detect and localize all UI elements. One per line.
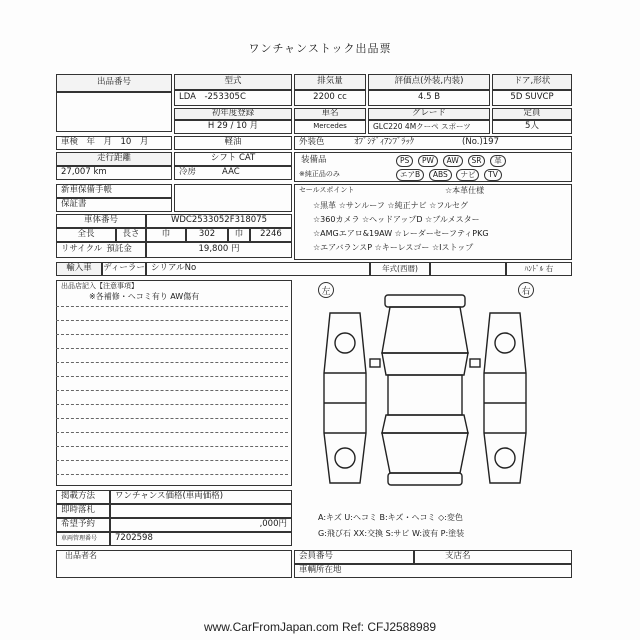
cc-label: 排気量 (294, 74, 366, 90)
right-rear-wheel (495, 448, 515, 468)
door-value: 5D SUVCP (492, 90, 572, 106)
legend-line-2: G:飛び石 XX:交換 S:サビ W:波有 P:塗装 (318, 529, 465, 538)
mileage-value: 27,007 km (56, 166, 172, 180)
feature-line-2: ☆360カメラ ☆ヘッドアップD ☆ブルメスター (313, 215, 480, 224)
color-row (294, 136, 572, 150)
model-value: LDA -253305C (174, 90, 292, 106)
warranty-label: 保証書 (56, 198, 172, 212)
recycle-label: リサイクル (61, 244, 103, 255)
equip-leather: 革 (490, 155, 506, 167)
seats-label: 定員 (492, 108, 572, 120)
name-label: 車名 (294, 108, 366, 120)
remark-line (56, 460, 288, 461)
right-front-wheel (495, 333, 515, 353)
length-label-2: 長さ (116, 228, 146, 242)
remark-line (56, 432, 288, 433)
shift-label: シフト CAT (174, 152, 292, 166)
equip-aw: AW (443, 155, 463, 167)
rear-bumper-shape (388, 473, 462, 485)
color-label: 外装色 (299, 137, 325, 148)
roof-shape (388, 375, 462, 415)
remark-line (56, 334, 288, 335)
lot-label: 出品番号 (56, 74, 172, 92)
stock-label: 車両管理番号 (56, 532, 110, 546)
recycle-value: 19,800 円 (146, 242, 292, 258)
seller-box (56, 550, 292, 578)
equipment-label: 装備品 (301, 155, 327, 165)
grade-value: GLC220 4Mクーペ スポーツ (368, 120, 490, 134)
remarks-note: ※各補修・ヘコミ有り AW傷有 (89, 292, 200, 301)
left-front-wheel (335, 333, 355, 353)
seats-value: 5人 (492, 120, 572, 134)
remark-line (56, 320, 288, 321)
serial-label: シリアルNo (146, 262, 370, 276)
sheet-title: ワンチャンストック出品票 (248, 42, 392, 55)
recycle-label-row (56, 242, 146, 258)
color-number: (No.)197 (462, 137, 499, 148)
left-rear-wheel (335, 448, 355, 468)
mileage-label: 走行距離 (56, 152, 172, 166)
equip-sr: SR (468, 155, 486, 167)
branch-label: 支店名 (414, 550, 572, 564)
equip-ps: PS (396, 155, 413, 167)
recycle-sub: 預託金 (106, 244, 132, 255)
diagram-left-marker: 左 (318, 282, 334, 298)
length-label: 全長 (56, 228, 116, 242)
model-label: 型式 (174, 74, 292, 90)
watermark-text: www.CarFromJapan.com Ref: CFJ2588989 (203, 620, 437, 634)
cc-value: 2200 cc (294, 90, 366, 106)
fuel-value: 軽油 (174, 136, 292, 150)
remarks-box (56, 280, 292, 486)
remark-line (56, 348, 288, 349)
equipment-row-1 (395, 155, 507, 167)
length-value: 302 (186, 228, 228, 242)
method-label: 掲載方法 (56, 490, 110, 504)
ac-label: 冷房 (179, 167, 197, 178)
car-damage-diagram (300, 283, 550, 513)
equipment-box (294, 152, 572, 182)
feature-line-4: ☆エアバランスP ☆キーレスゴー ☆Iストップ (313, 243, 474, 252)
sales-point-label: セールスポイント (299, 186, 355, 194)
reg-value: H 29 / 10 月 (174, 120, 292, 134)
hood-shape (382, 307, 468, 353)
year-value (430, 262, 506, 276)
height-label: 巾 (228, 228, 250, 242)
reg-label: 初年度登録 (174, 108, 292, 120)
new-car-label: 新車保備手帳 (56, 184, 172, 198)
remark-line (56, 306, 288, 307)
sales-point-box (294, 184, 572, 260)
remark-line (56, 376, 288, 377)
ac-row (174, 166, 292, 180)
name-value: Mercedes (294, 120, 366, 134)
rating-value: 4.5 B (368, 90, 490, 106)
inspection-value: 車検 年 月 10 月 (56, 136, 172, 150)
price-value: ,000円 (110, 518, 292, 532)
left-mirror (370, 359, 380, 367)
vin-value: WDC2533052F318075 (146, 214, 292, 228)
rear-window-shape (382, 415, 468, 433)
rating-label: 評価点(外装,内装) (368, 74, 490, 90)
legend-line-1: A:キズ U:ヘコミ B:キズ・ヘコミ ◇:変色 (318, 513, 463, 522)
reserve-label: 希望予約 (56, 518, 110, 532)
equip-tv: TV (484, 169, 502, 181)
vin-label: 車体番号 (56, 214, 146, 228)
equip-airbag: エアB (396, 169, 424, 181)
remark-line (56, 404, 288, 405)
windshield-shape (382, 353, 468, 375)
equip-abs: ABS (429, 169, 452, 181)
door-label: ドア,形状 (492, 74, 572, 90)
car-outline-icon (324, 295, 526, 485)
handle-label: ﾊﾝﾄﾞﾙ 右 (506, 262, 572, 276)
feature-line-3: ☆AMGエアロ&19AW ☆レーダーセーフティPKG (313, 229, 489, 238)
equipment-row-2 (395, 169, 503, 181)
sales-point-note: ☆本革仕様 (445, 186, 485, 195)
equip-navi: ナビ (456, 169, 479, 181)
seller-label: 出品者名 (65, 551, 97, 560)
remark-line (56, 418, 288, 419)
front-bumper-shape (385, 295, 465, 307)
height-value: 2246 (250, 228, 292, 242)
method-value: ワンチャンス価格(車両価格) (110, 490, 292, 504)
remark-line (56, 474, 288, 475)
right-side-shape (484, 313, 526, 483)
year-label: 年式(西暦) (370, 262, 430, 276)
width-label: 巾 (146, 228, 186, 242)
legend-box (300, 512, 572, 548)
equip-pw: PW (418, 155, 438, 167)
trunk-shape (382, 433, 468, 473)
dealer-value: ディーラー (102, 262, 146, 276)
remarks-label: 出品店記入【注意事項】 (61, 282, 138, 290)
feature-line-1: ☆黒革 ☆サンルーフ ☆純正ナビ ☆フルセグ (313, 201, 468, 210)
import-label: 輸入車 (56, 262, 102, 276)
member-label: 会員番号 (294, 550, 414, 564)
location-label: 車輌所在地 (294, 564, 572, 578)
equipment-note: ※純正品のみ (299, 170, 340, 178)
stock-value: 7202598 (110, 532, 292, 546)
instant-value (110, 504, 292, 518)
left-side-shape (324, 313, 366, 483)
diagram-right-marker: 右 (518, 282, 534, 298)
remark-line (56, 390, 288, 391)
right-mirror (470, 359, 480, 367)
ac-value: AAC (222, 167, 240, 178)
instant-label: 即時落札 (56, 504, 110, 518)
remark-line (56, 446, 288, 447)
lot-value (56, 92, 172, 132)
remark-line (56, 362, 288, 363)
color-value: ｵﾌﾞｼﾃﾞｨｱﾝﾌﾞﾗｯｸ (354, 137, 415, 148)
new-car-value (174, 184, 292, 212)
grade-label: グレード (368, 108, 490, 120)
